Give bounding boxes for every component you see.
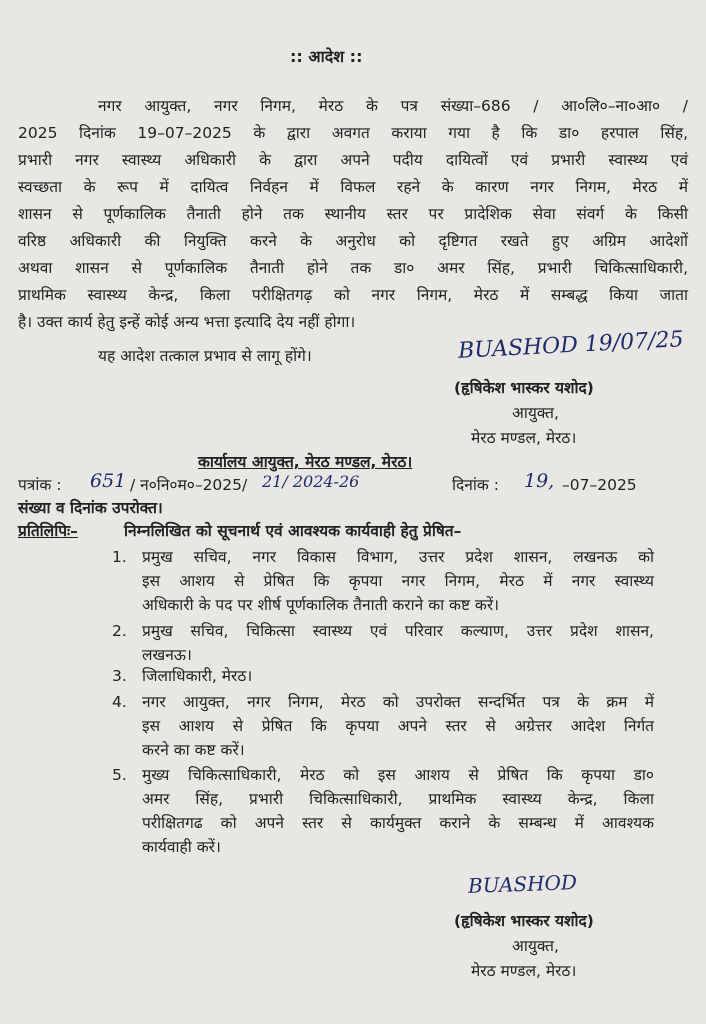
copy-item-line: जिलाधिकारी, मेरठ। [142,667,253,685]
letter-no-handwritten-2: 21/ 2024-26 [262,472,360,491]
copy-item-line: मुख्य चिकित्साधिकारी, मेरठ को इस आशय से प्रेषित कि कृपया डा० [142,766,654,784]
signature-2-name: (हृषिकेश भास्कर यशोद) [454,912,594,930]
copy-item-line: इस आशय से प्रेषित कि कृपया नगर निगम, मेरठ में नगर स्वास्थ्य [142,572,654,590]
body-line: 2025 दिनांक 19–07–2025 के द्वारा अवगत कराया गया है कि डा० हरपाल सिंह, [18,124,688,142]
letter-no-label: पत्रांक : [18,476,62,494]
body-line: नगर आयुक्त, नगर निगम, मेरठ के पत्र संख्या–686 / आ०लि०–ना०आ० / [98,97,688,115]
copy-item-line: अधिकारी के पद पर शीर्ष पूर्णकालिक तैनाती कराने का कष्ट करें। [142,596,500,614]
body-line: प्रभारी नगर स्वास्थ्य अधिकारी के द्वारा अपने पदीय दायित्वों एवं प्रभारी स्वास्थ्य एवं [18,151,688,169]
copy-item-line: इस आशय से प्रेषित कि कृपया अपने स्तर से अग्रेत्तर आदेश निर्गत [142,717,654,735]
body-line: प्राथमिक स्वास्थ्य केन्द्र, किला परीक्षितगढ़ को नगर निगम, मेरठ में सम्बद्ध किया जाता [18,286,688,304]
body-line: है। उक्त कार्य हेतु इन्हें कोई अन्य भत्ता इत्यादि देय नहीं होगा। [18,313,356,331]
body-line: वरिष्ठ अधिकारी की नियुक्ति करने के अनुरोध को दृष्टिगत रखते हुए अग्रिम आदेशों [18,232,688,250]
copy-item [112,763,652,859]
signature-2-designation: आयुक्त, [512,937,559,955]
date-label: दिनांक : [452,476,499,494]
copy-label: प्रतिलिपिः– [18,522,78,540]
copy-item-number: 1. [112,548,127,566]
body-line: स्वच्छता के रूप में दायित्व निर्वहन में विफल रहने के कारण नगर निगम, मेरठ में [18,178,688,196]
copy-item-line: परीक्षितगढ को अपने स्तर से कार्यमुक्त कराने के सम्बन्ध में आवश्यक [142,814,654,832]
office-heading: कार्यालय आयुक्त, मेरठ मण्डल, मेरठ। [198,453,413,471]
copy-item-line: नगर आयुक्त, नगर निगम, मेरठ को उपरोक्त सन्दर्भित पत्र के क्रम में [142,693,654,711]
copy-item-line: प्रमुख सचिव, चिकित्सा स्वास्थ्य एवं परिवार कल्याण, उत्तर प्रदेश शासन, [142,622,654,640]
same-number-line: संख्या व दिनांक उपरोक्त। [18,499,163,517]
date-handwritten: 19, [524,470,555,492]
signature-1-handwritten: BUASHOD 19/07/25 [457,327,685,364]
copy-item-line: लखनऊ। [142,646,192,664]
effect-line: यह आदेश तत्काल प्रभाव से लागू होंगे। [98,347,312,365]
order-title: :: आदेश :: [290,47,363,66]
copy-item-number: 3. [112,667,127,685]
letter-no-handwritten: 651 [90,470,127,492]
copy-item [112,545,652,617]
copy-item-line: अमर सिंह, प्रभारी चिकित्साधिकारी, प्राथमिक स्वास्थ्य केन्द्र, किला [142,790,654,808]
signature-2-office: मेरठ मण्डल, मेरठ। [471,962,577,980]
letter-no-mid: / न०नि०म०–2025/ [130,476,248,494]
signature-1-name: (हृषिकेश भास्कर यशोद) [454,379,594,397]
date-rest: –07–2025 [562,476,637,494]
copy-intro: निम्नलिखित को सूचनार्थ एवं आवश्यक कार्यवाही हेतु प्रेषित– [124,522,462,540]
body-line: अथवा शासन से पूर्णकालिक तैनाती होने तक डा० अमर सिंह, प्रभारी चिकित्साधिकारी, [18,259,688,277]
copy-item-line: कार्यवाही करें। [142,838,221,856]
signature-1-office: मेरठ मण्डल, मेरठ। [471,429,577,447]
copy-item-line: करने का कष्ट करें। [142,741,245,759]
copy-item-number: 5. [112,766,127,784]
copy-item-line: प्रमुख सचिव, नगर विकास विभाग, उत्तर प्रदेश शासन, लखनऊ को [142,548,654,566]
copy-item [112,690,652,762]
copy-item-number: 4. [112,693,127,711]
order-body [18,93,688,336]
signature-1-designation: आयुक्त, [512,404,559,422]
copy-item [112,664,652,688]
body-line: शासन से पूर्णकालिक तैनाती होने तक स्थानीय स्तर पर प्रादेशिक सेवा संवर्ग के किसी [18,205,688,223]
copy-item-number: 2. [112,622,127,640]
copy-item [112,619,652,667]
signature-2-handwritten: BUASHOD [467,870,578,898]
